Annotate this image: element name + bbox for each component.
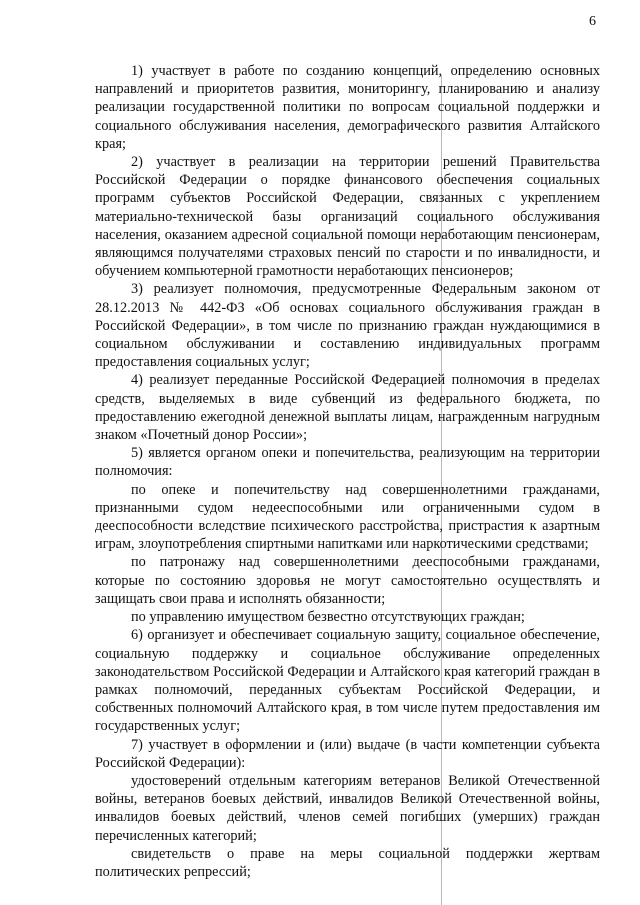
paragraph-subitem-repressions: свидетельств о праве на меры социальной поддержки жертвам политических репрессий; [95, 845, 600, 880]
paragraph-item-1: 1) участвует в работе по созданию концепций, определению основных направлений и приоритетов развития, мониторингу, планированию и анализу реализации государственной политики по вопросам социальной поддержки и социального обслуживания населения, демографического развития Алтайского края; [95, 63, 600, 152]
document-body [95, 62, 600, 881]
paragraph-item-7: 7) участвует в оформлении и (или) выдаче (в части компетенции субъекта Российской Федерации): [95, 736, 600, 771]
paragraph-item-5: 5) является органом опеки и попечительства, реализующим на территории полномочия: [95, 445, 600, 480]
paragraph-item-6: 6) организует и обеспечивает социальную защиту, социальное обеспечение, социальную поддержку и социальное обслуживание определенных законодательством Российской Федерации и Алтайского края категорий граждан в рамках полномочий, переданных субъектам Российской Федерации, и собственных полномочий Алтайского края, в том числе путем предоставления им государственных услуг; [95, 627, 600, 735]
paragraph-subitem-patronage: по патронажу над совершеннолетними дееспособными гражданами, которые по состоянию здоровья не могут самостоятельно осуществлять и защищать свои права и исполнять обязанности; [95, 554, 600, 607]
paragraph-item-4: 4) реализует переданные Российской Федерацией полномочия в пределах средств, выделяемых в виде субвенций из федерального бюджета, по предоставлению ежегодной денежной выплаты лицам, награжденным нагрудным знаком «Почетный донор России»; [95, 372, 600, 444]
paragraph-item-2: 2) участвует в реализации на территории решений Правительства Российской Федерации о порядке финансового обеспечения социальных программ субъектов Российской Федерации, связанных с укреплением материально-технической базы организаций социального обслуживания населения, оказанием адресной социальной помощи неработающим пенсионерам, являющимся получателями страховых пенсий по старости и по инвалидности, и обучением компьютерной грамотности неработающих пенсионеров; [95, 154, 600, 280]
page-number: 6 [589, 14, 596, 29]
paragraph-item-3: 3) реализует полномочия, предусмотренные Федеральным законом от 28.12.2013 № 442-ФЗ «Об основах социального обслуживания граждан в Российской Федерации», в том числе по признанию граждан нуждающимися в социальном обслуживании и составлению индивидуальных программ предоставления социальных услуг; [95, 281, 600, 371]
paragraph-subitem-certificates: удостоверений отдельным категориям ветеранов Великой Отечественной войны, ветеранов боевых действий, инвалидов Великой Отечественной войны, инвалидов боевых действий, членов семей погибших (умерших) граждан перечисленных категорий; [95, 772, 600, 844]
paragraph-subitem-guardianship: по опеке и попечительству над совершеннолетними гражданами, признанными судом недееспособными или ограниченными судом в дееспособности вследствие психического расстройства, пристрастия к азартным играм, злоупотребления спиртными напитками или наркотическими средствами; [95, 481, 600, 553]
paragraph-subitem-property: по управлению имуществом безвестно отсутствующих граждан; [131, 609, 525, 626]
